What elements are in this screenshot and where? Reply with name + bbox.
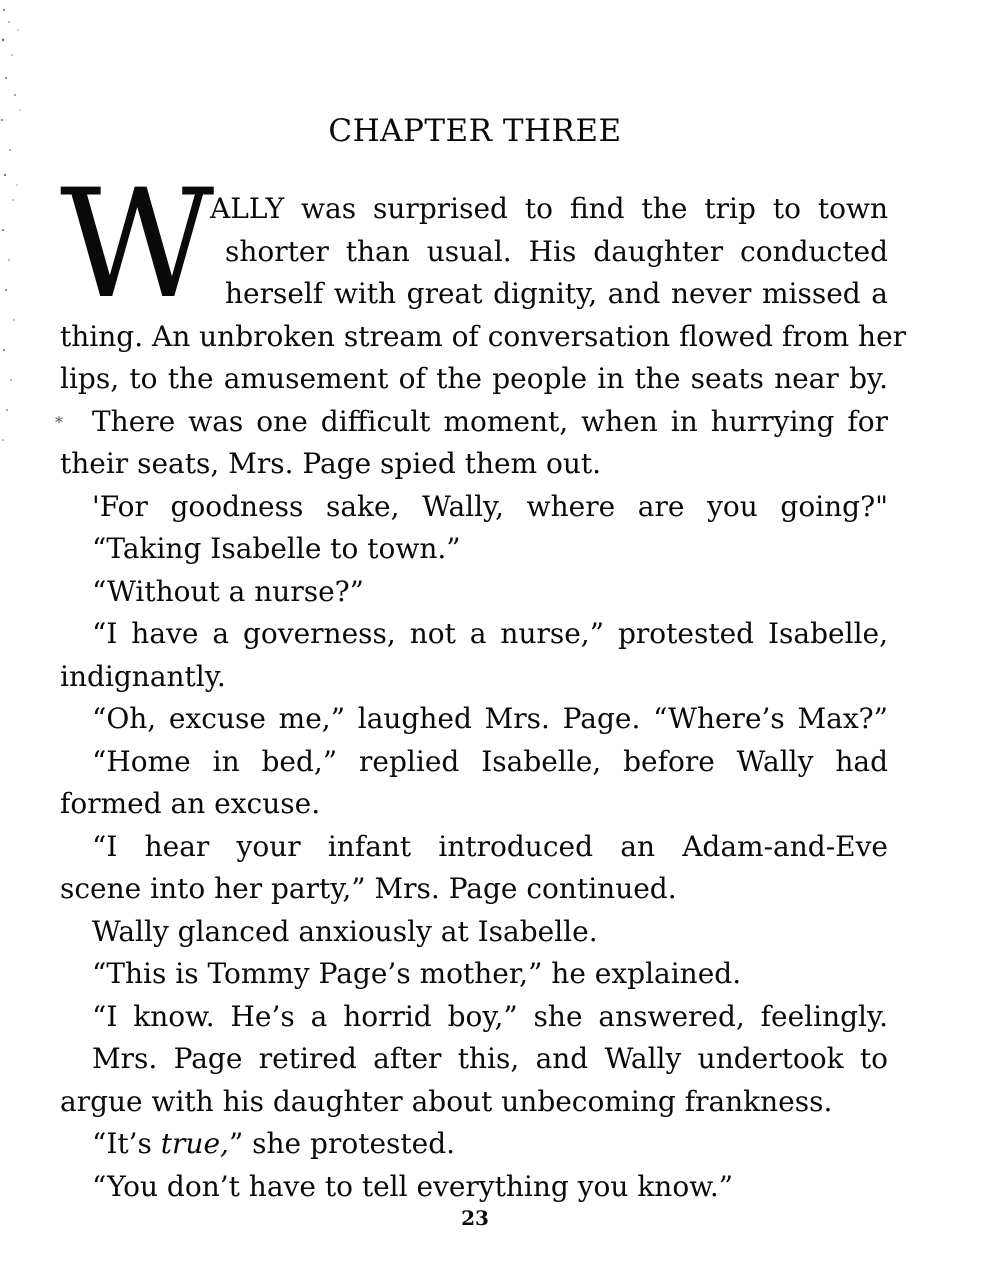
text-line: “I know. He’s a horrid boy,” she answered, feelingly. <box>92 999 888 1033</box>
text-line: “Taking Isabelle to town.” <box>92 532 461 565</box>
text-line: formed an excuse. <box>60 787 321 820</box>
text-line: lips, to the amusement of the people in the seats near by. <box>60 362 888 395</box>
text-line: “Oh, excuse me,” laughed Mrs. Page. “Where’s Max?” <box>92 702 888 735</box>
text-line: herself with great dignity, and never missed a <box>225 277 888 310</box>
text-line: argue with his daughter about unbecoming frankness. <box>60 1084 833 1118</box>
margin-mark-icon: * <box>55 413 63 432</box>
text-line: “Without a nurse?” <box>92 574 364 608</box>
text-line: “You don’t have to tell everything you know.” <box>92 1169 734 1203</box>
text-line: 'For goodness sake, Wally, where are you going?" <box>92 489 888 523</box>
body-text <box>60 188 907 1208</box>
true-after: ” she protested. <box>228 1127 456 1160</box>
text-line: Mrs. Page retired after this, and Wally undertook to <box>92 1042 888 1075</box>
text-line-true <box>60 1123 888 1166</box>
text-line: “Home in bed,” replied Isabelle, before Wally had <box>92 744 888 778</box>
true-before: “It’s <box>92 1127 161 1160</box>
text-line: “I hear your infant introduced an Adam-and-Eve <box>92 829 888 863</box>
text-line: shorter than usual. His daughter conducted <box>225 234 888 268</box>
chapter-title: CHAPTER THREE <box>328 113 622 149</box>
true-italic: true, <box>160 1127 229 1160</box>
text-line: “I have a governess, not a nurse,” protested Isabelle, <box>92 617 888 650</box>
page-number: 23 <box>461 1206 489 1230</box>
text-line: indignantly. <box>60 659 226 693</box>
scan-edge-speckle <box>0 0 48 480</box>
text-line: ALLY was surprised to find the trip to town <box>210 192 888 225</box>
text-line: their seats, Mrs. Page spied them out. <box>60 447 602 480</box>
text-line: There was one difficult moment, when in hurrying for <box>92 404 888 438</box>
text-line: Wally glanced anxiously at Isabelle. <box>92 914 598 948</box>
text-line: thing. An unbroken stream of conversation flowed from her <box>60 319 907 353</box>
text-line: scene into her party,” Mrs. Page continued. <box>60 872 677 905</box>
drop-cap: W <box>60 158 215 332</box>
text-line: “This is Tommy Page’s mother,” he explained. <box>92 957 742 990</box>
